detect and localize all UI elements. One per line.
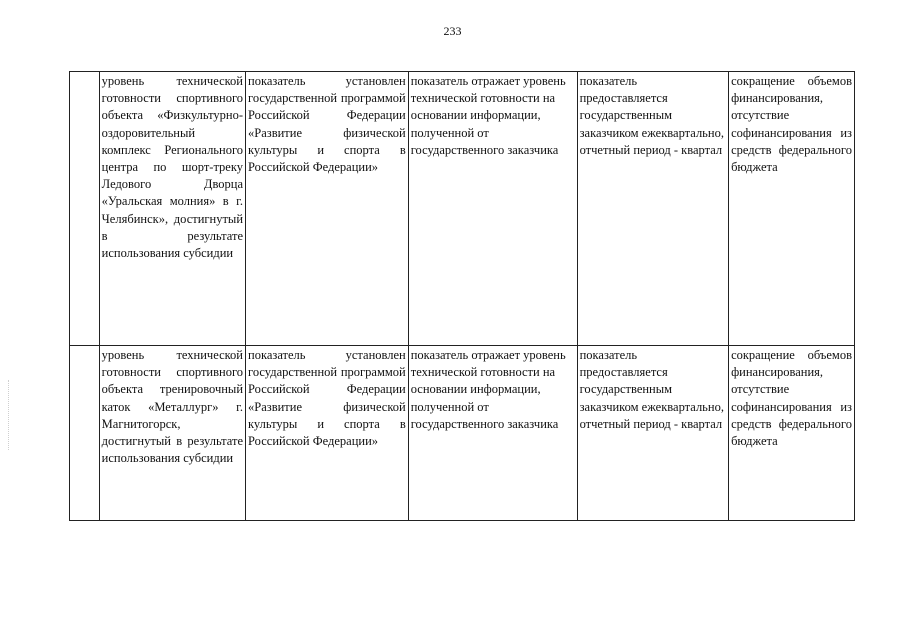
indicator-basis-cell: показатель установлен государственной программой Российской Федерации «Развитие физической культуры и спорта в Российской Федерации»: [246, 346, 409, 521]
row-number-cell: [70, 346, 100, 521]
indicator-description-cell: показатель отражает уровень технической готовности на основании информации, полученной от государственного заказчика: [408, 72, 577, 346]
risk-cell: сокращение объемов финансирования, отсутствие софинансирования из средств федерального бюджета: [729, 72, 855, 346]
indicator-name-cell: уровень технической готовности спортивного объекта тренировочный каток «Металлург» г. Магнитогорск, достигнутый в результате использования субсидии: [99, 346, 245, 521]
indicator-description-cell: показатель отражает уровень технической готовности на основании информации, полученной от государственного заказчика: [408, 346, 577, 521]
risk-cell: сокращение объемов финансирования, отсутствие софинансирования из средств федерального бюджета: [729, 346, 855, 521]
page-number: 233: [443, 24, 462, 38]
row-number-cell: [70, 72, 100, 346]
table-row: [70, 72, 855, 346]
indicators-table: [69, 71, 855, 521]
indicator-basis-cell: показатель установлен государственной программой Российской Федерации «Развитие физической культуры и спорта в Российской Федерации»: [246, 72, 409, 346]
reporting-frequency-cell: показатель предоставляется государственным заказчиком ежеквартально, отчетный период - квартал: [577, 72, 728, 346]
scan-margin-marks: [8, 380, 11, 450]
indicator-name-cell: уровень технической готовности спортивного объекта «Физкультурно-оздоровительный комплекс Регионального центра по шорт-треку Ледового Дворца «Уральская молния» в г. Челябинск», достигнутый в результате использования субсидии: [99, 72, 245, 346]
reporting-frequency-cell: показатель предоставляется государственным заказчиком ежеквартально, отчетный период - квартал: [577, 346, 728, 521]
table-row: [70, 346, 855, 521]
